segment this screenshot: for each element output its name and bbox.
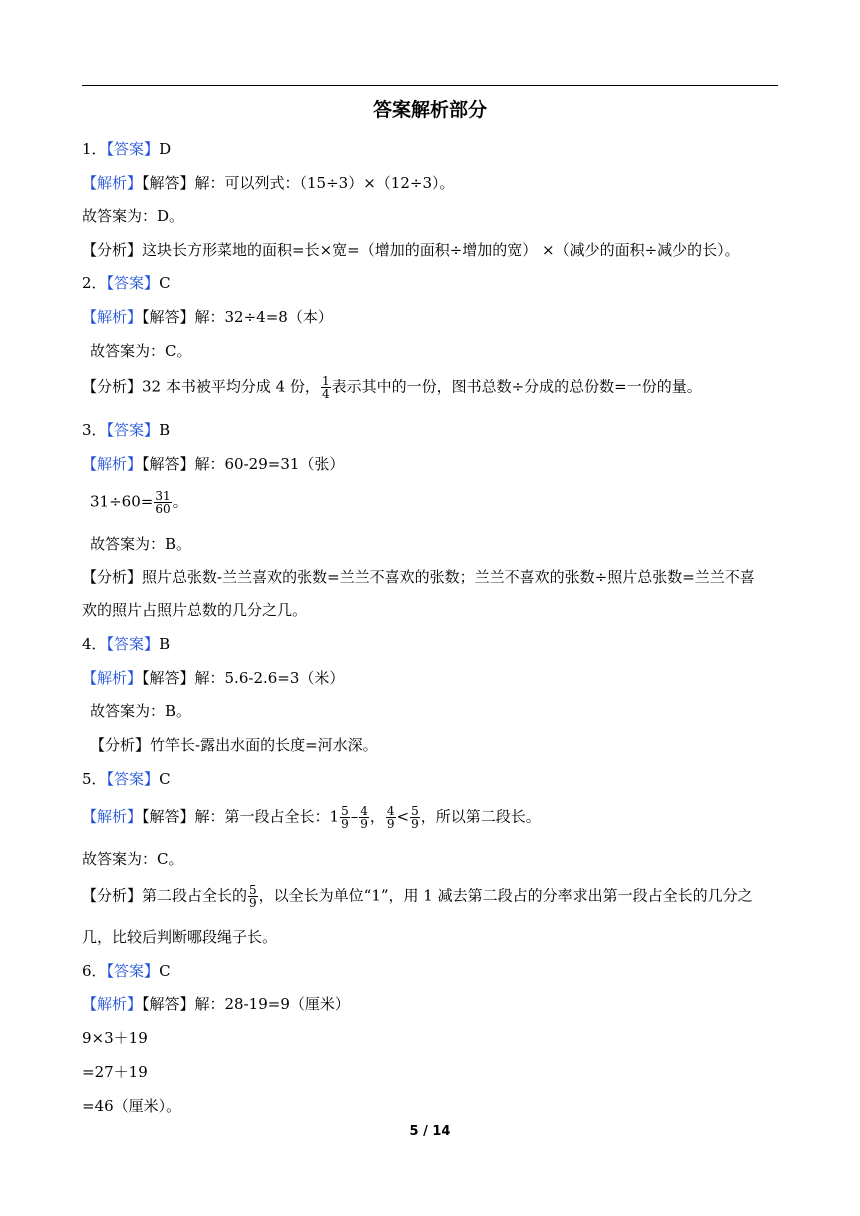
q2-answer: C xyxy=(159,274,171,292)
answer-tag: 【答案】 xyxy=(106,770,160,788)
q2-analysis-a: 【分析】32 本书被平均分成 4 份， xyxy=(82,377,320,396)
fraction-numerator: 4 xyxy=(360,804,368,818)
less-than-sign: < xyxy=(396,807,410,826)
q1-analysis: 【分析】这块长方形菜地的面积=长×宽=（增加的面积÷增加的宽） ×（减少的面积÷减少的长）。 xyxy=(82,241,740,259)
q5-number: 5． xyxy=(82,770,107,788)
jiexi-tag: 【解析】 xyxy=(82,455,143,473)
fraction xyxy=(359,805,369,830)
q6-solve-line xyxy=(82,993,782,1015)
q4-conclusion: 故答案为：B。 xyxy=(90,702,192,720)
fraction-denominator: 9 xyxy=(341,817,349,831)
q5-analysis-line xyxy=(82,884,782,909)
q5-answer: C xyxy=(159,770,171,788)
q4-answer-line xyxy=(82,633,782,655)
fraction xyxy=(321,375,331,400)
q5-analysis-b: ，以全长为单位“1”，用 1 减去第二段占的分率求出第一段占全长的几分之 xyxy=(258,886,753,905)
jiexi-tag: 【解析】 xyxy=(82,669,143,687)
fraction-numerator: 31 xyxy=(155,489,171,503)
q3-conclusion: 故答案为：B。 xyxy=(90,535,192,553)
q6-step-1: 9×3＋19 xyxy=(82,1029,148,1047)
page-title: 答案解析部分 xyxy=(372,99,487,121)
q1-answer: D xyxy=(159,140,172,158)
q4-answer: B xyxy=(159,635,171,653)
q4-analysis: 【分析】竹竿长-露出水面的长度=河水深。 xyxy=(90,736,378,754)
q3-calc-line xyxy=(90,490,790,515)
q5-conclusion: 故答案为：C。 xyxy=(82,850,184,868)
fraction-denominator: 9 xyxy=(411,817,419,831)
fraction xyxy=(154,490,171,515)
q3-calc-b: 。 xyxy=(172,492,188,511)
q2-conclusion: 故答案为：C。 xyxy=(90,342,192,360)
fraction xyxy=(248,884,258,909)
q1-solve-line xyxy=(82,172,782,194)
answer-tag: 【答案】 xyxy=(106,962,160,980)
q6-step-3: =46（厘米）。 xyxy=(82,1097,182,1115)
fraction-denominator: 60 xyxy=(155,502,171,516)
q6-answer-line xyxy=(82,960,782,982)
q3-answer: B xyxy=(159,421,171,439)
fraction-numerator: 5 xyxy=(411,804,419,818)
jiexi-tag: 【解析】 xyxy=(82,174,143,192)
q2-solve: 【解答】解：32÷4=8（本） xyxy=(142,308,333,326)
q1-number: 1． xyxy=(82,140,107,158)
q2-number: 2． xyxy=(82,274,107,292)
answer-tag: 【答案】 xyxy=(106,635,160,653)
fraction-numerator: 5 xyxy=(341,804,349,818)
q3-analysis-2: 欢的照片占照片总数的几分之几。 xyxy=(82,601,308,619)
q3-calc-a: 31÷60= xyxy=(90,492,154,511)
jiexi-tag: 【解析】 xyxy=(82,807,143,826)
answer-tag: 【答案】 xyxy=(106,140,160,158)
q5-answer-line xyxy=(82,768,782,790)
answer-tag: 【答案】 xyxy=(106,274,160,292)
q5-analysis-2: 几，比较后判断哪段绳子长。 xyxy=(82,928,278,946)
jiexi-tag: 【解析】 xyxy=(82,308,143,326)
fraction-denominator: 9 xyxy=(249,896,257,910)
q1-answer-line xyxy=(82,138,782,160)
fraction-numerator: 5 xyxy=(249,883,257,897)
q6-step-2: =27＋19 xyxy=(82,1063,148,1081)
jiexi-tag: 【解析】 xyxy=(82,995,143,1013)
q5-solve-b: ，所以第二段长。 xyxy=(420,807,541,826)
page-number: 5 / 14 xyxy=(409,1124,451,1139)
fraction xyxy=(340,805,350,830)
answer-tag: 【答案】 xyxy=(106,421,160,439)
q2-analysis-b: 表示其中的一份，图书总数÷分成的总份数=一份的量。 xyxy=(331,377,702,396)
q3-analysis-1: 【分析】照片总张数-兰兰喜欢的张数=兰兰不喜欢的张数；兰兰不喜欢的张数÷照片总张数=兰兰不喜 xyxy=(82,568,755,586)
comma: ， xyxy=(369,807,385,826)
q5-solve-a: 【解答】解：第一段占全长：1 xyxy=(142,807,340,826)
fraction-numerator: 1 xyxy=(321,374,330,388)
q3-solve: 【解答】解：60-29=31（张） xyxy=(142,455,345,473)
fraction xyxy=(410,805,420,830)
q2-solve-line xyxy=(82,306,782,328)
q4-number: 4． xyxy=(82,635,107,653)
q3-answer-line xyxy=(82,419,782,441)
q6-answer: C xyxy=(159,962,171,980)
q1-solve: 【解答】解：可以列式：（15÷3）×（12÷3）。 xyxy=(142,174,455,192)
q5-solve-line xyxy=(82,805,782,830)
q3-solve-line xyxy=(82,453,782,475)
q6-number: 6． xyxy=(82,962,107,980)
q3-number: 3． xyxy=(82,421,107,439)
header-rule xyxy=(82,85,778,86)
fraction-denominator: 9 xyxy=(386,817,395,831)
fraction-denominator: 4 xyxy=(321,387,330,401)
q6-solve: 【解答】解：28-19=9（厘米） xyxy=(142,995,350,1013)
q2-answer-line xyxy=(82,272,782,294)
fraction-numerator: 4 xyxy=(386,804,395,818)
q2-analysis-line xyxy=(82,375,782,400)
q4-solve: 【解答】解：5.6-2.6=3（米） xyxy=(142,669,345,687)
fraction xyxy=(386,805,396,830)
minus-sign: – xyxy=(350,807,359,826)
q5-analysis-a: 【分析】第二段占全长的 xyxy=(82,886,248,905)
q1-conclusion: 故答案为：D。 xyxy=(82,207,185,225)
fraction-denominator: 9 xyxy=(360,817,368,831)
q4-solve-line xyxy=(82,667,782,689)
